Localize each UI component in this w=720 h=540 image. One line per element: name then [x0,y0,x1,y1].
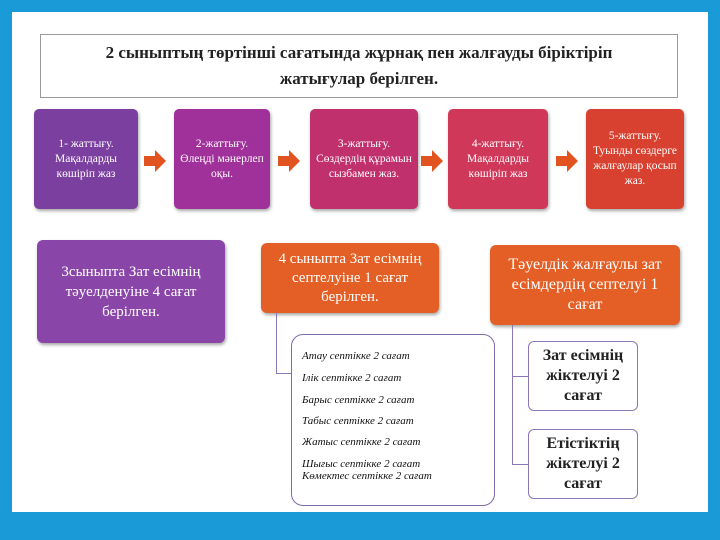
step-label: 3-жаттығу. Сөздердің құрамын сызбамен жаз. [316,137,412,180]
slide [12,12,708,512]
step-label: 1- жаттығу. Мақалдарды көшіріп жаз [55,137,117,180]
list-item: Атау септікке 2 сағат [302,350,410,362]
list-item: Жатыс септікке 2 сағат [302,436,421,448]
case-list-box [291,334,495,506]
possessive-label: Тәуелдік жалғаулы зат есімдердің септелуі 1 сағат [508,256,662,313]
page-title: 2 сыныптың төртінші сағатында жұрнақ пен жалғауды біріктіріп жатығулар берілген. [105,43,613,88]
step-label: 5-жаттығу. Туынды сөздерге жалғаулар қосып жаз. [592,130,678,187]
connector-line [512,464,528,465]
step-box-3 [310,109,418,209]
possessive-box [490,245,680,325]
grade3-label: 3сыныпта Зат есімнің тәуелденуіне 4 сағат берілген. [61,263,201,320]
step-box-5 [586,109,684,209]
list-item: Табыс септікке 2 сағат [302,415,414,427]
list-item: Барыс септікке 2 сағат [302,394,415,406]
grade4-box [261,243,439,313]
outcome-label: Зат есімнің жіктелуі 2 сағат [542,347,624,404]
step-box-4 [448,109,548,209]
list-item: Шығыс септікке 2 сағат [302,458,421,470]
connector-line [276,313,277,373]
connector-line [512,325,513,465]
outcome-box-verb [528,429,638,499]
list-item: Ілік септікке 2 сағат [302,372,402,384]
step-box-2 [174,109,270,209]
outcome-label: Етістіктің жіктелуі 2 сағат [546,435,620,492]
grade3-box [37,240,225,343]
grade4-label: 4 сыныпта Зат есімнің септелуіне 1 сағат берілген. [278,250,422,305]
title-box [40,34,678,98]
list-item: Көмектес септікке 2 сағат [302,470,432,482]
step-label: 4-жаттығу. Мақалдарды көшіріп жаз [467,137,529,180]
step-label: 2-жаттығу. Өлеңді мәнерлеп оқы. [180,137,264,180]
outcome-box-noun [528,341,638,411]
connector-line [512,376,528,377]
connector-line [276,373,291,374]
step-box-1 [34,109,138,209]
